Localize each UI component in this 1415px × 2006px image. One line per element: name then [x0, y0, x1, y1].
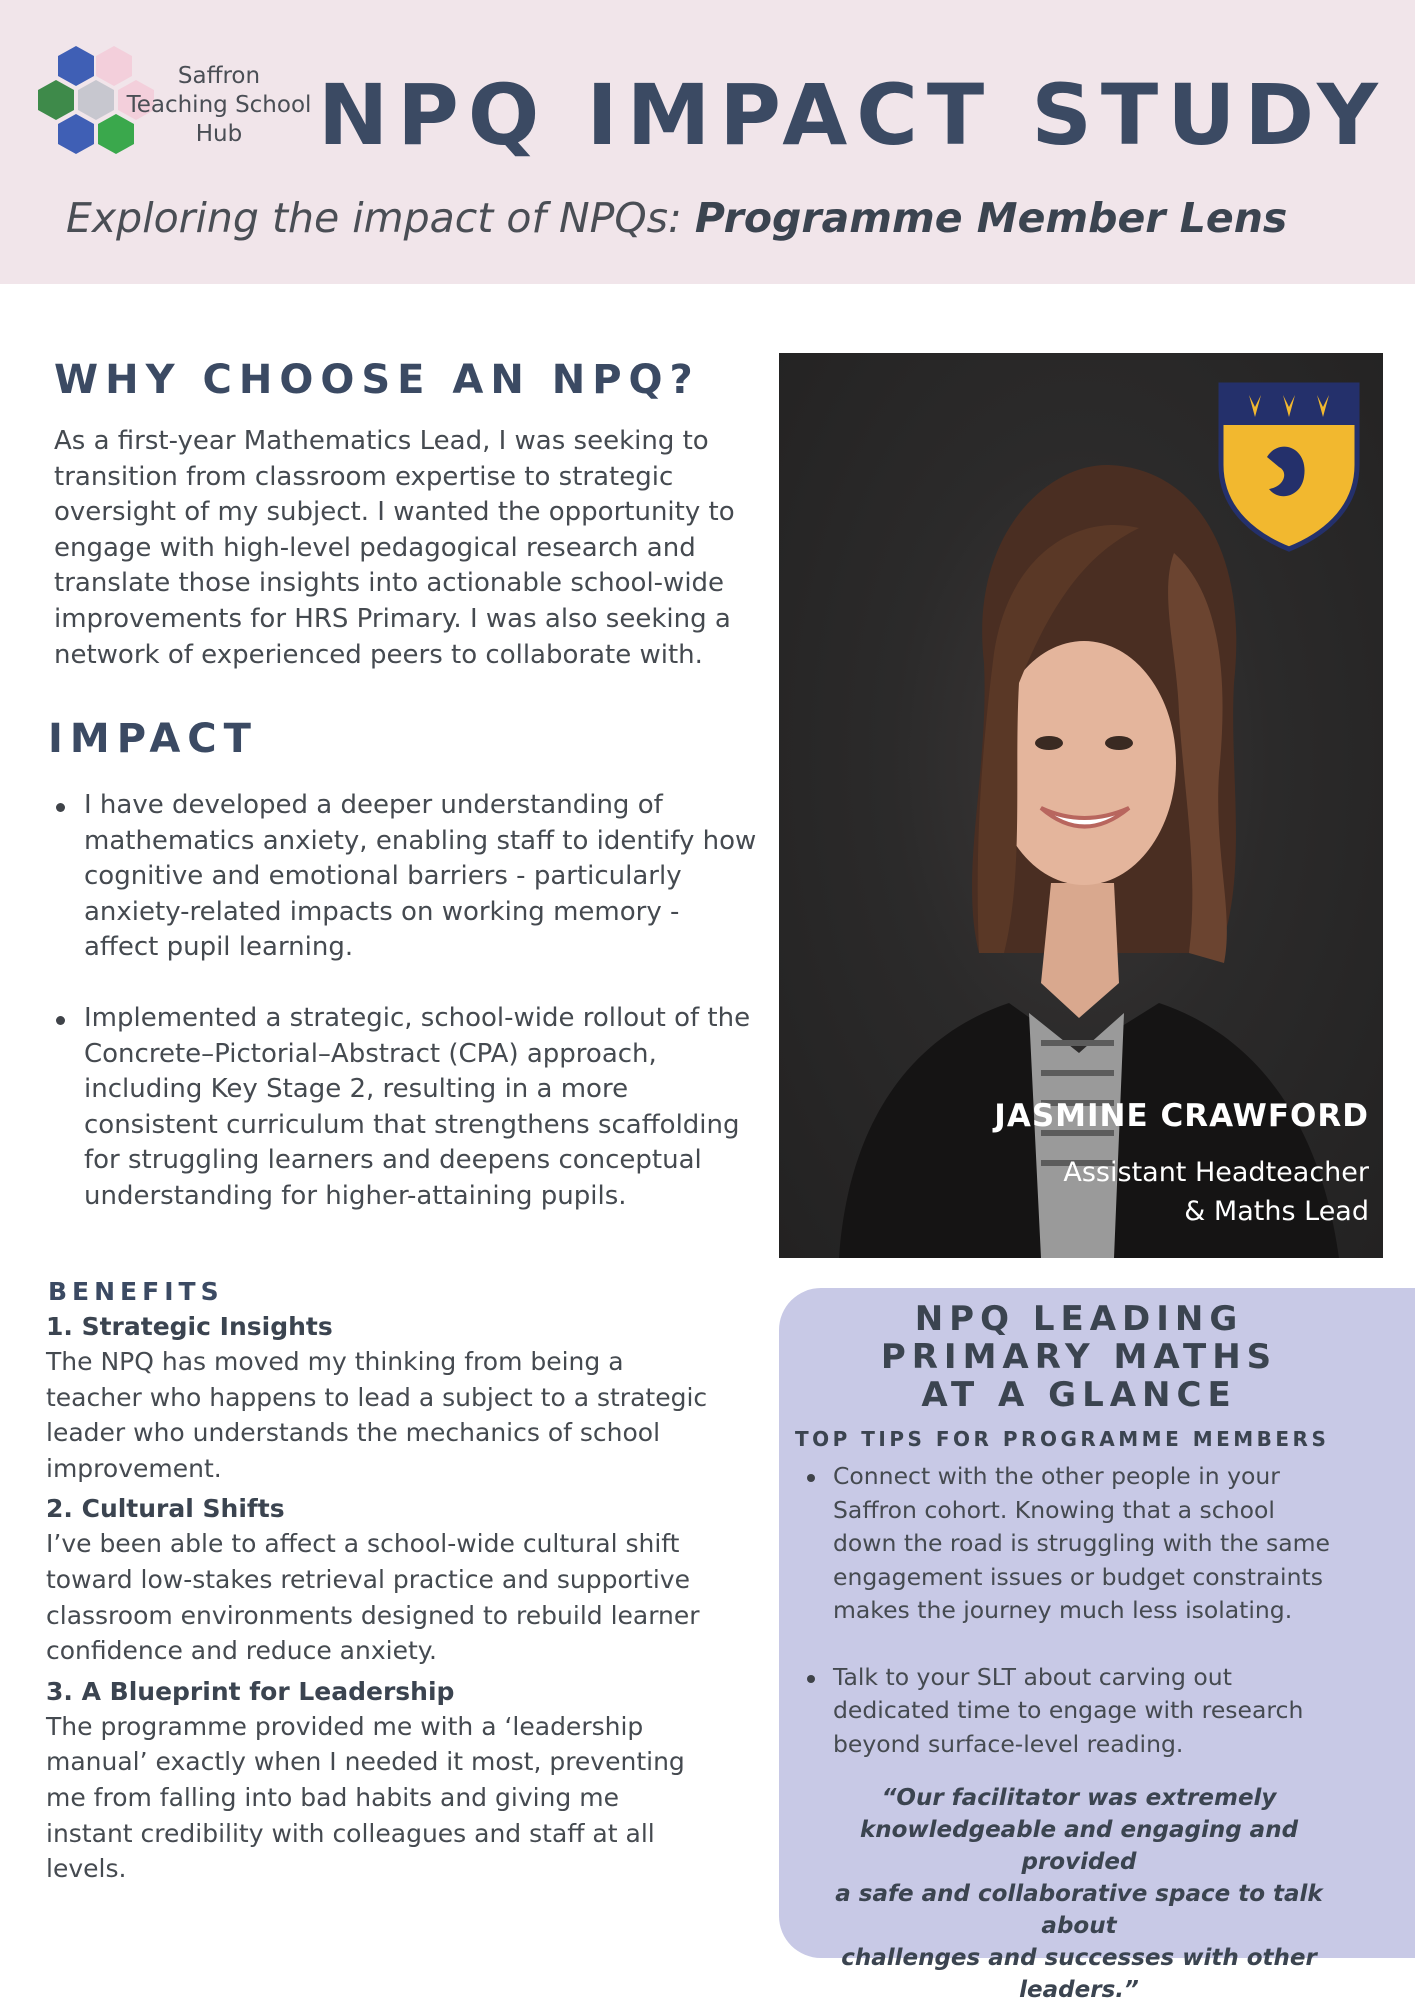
text-line: As a first-year Mathematics Lead, I was seeking to — [54, 426, 709, 456]
text-line: The NPQ has moved my thinking from being a — [46, 1347, 624, 1376]
glance-heading-line: PRIMARY MATHS — [880, 1337, 1278, 1377]
text-line: translate those insights into actionable school-wide — [54, 568, 725, 599]
tip-item — [803, 1460, 1373, 1628]
benefit-heading: 1. Strategic Insights — [46, 1312, 333, 1341]
text-line: down the road is struggling with the same — [833, 1529, 1331, 1557]
text-line: improvement. — [46, 1453, 222, 1483]
logo-line: Saffron — [177, 63, 261, 89]
text-line: confidence and reduce anxiety. — [46, 1636, 437, 1666]
quote-line: leaders.” — [1019, 1977, 1139, 2003]
text-line: Implemented a strategic, school-wide rollout of the — [84, 1002, 751, 1033]
text-line: beyond surface-level reading. — [833, 1729, 1184, 1758]
profile-photo — [779, 353, 1383, 1258]
text-line: oversight of my subject. I wanted the opportunity to — [54, 497, 735, 528]
text-line: me from falling into bad habits and giving me — [46, 1782, 619, 1812]
profile-name: JASMINE CRAWFORD — [994, 1098, 1369, 1134]
benefit-heading: 2. Cultural Shifts — [46, 1494, 285, 1524]
text-line: improvements for HRS Primary. I was also seeking a — [54, 603, 731, 634]
glance-heading — [779, 1300, 1379, 1414]
text-line: Concrete–Pictorial–Abstract (CPA) approach, — [84, 1038, 657, 1069]
text-line: classroom environments designed to rebuild learner — [46, 1600, 700, 1630]
quote-line: knowledgeable and engaging and provided — [859, 1817, 1299, 1875]
text-line: manual’ exactly when I needed it most, preventing — [46, 1747, 685, 1777]
header-banner — [0, 0, 1415, 284]
text-line: mathematics anxiety, enabling staff to identify how — [84, 825, 757, 856]
text-line: Connect with the other people in your — [833, 1462, 1280, 1490]
subtitle-emphasis: Programme Member Lens — [694, 194, 1288, 242]
text-line: toward low-stakes retrieval practice and supportive — [46, 1564, 690, 1594]
impact-list — [50, 788, 762, 1250]
text-line: teacher who happens to lead a subject to a strategic — [46, 1382, 708, 1412]
text-line: understanding for higher-attaining pupils. — [84, 1180, 627, 1211]
text-line: engage with high-level pedagogical research and — [54, 532, 696, 563]
benefits-list — [46, 1310, 758, 1893]
school-crest-icon — [1209, 377, 1369, 567]
text-line: dedicated time to engage with research — [833, 1696, 1304, 1724]
text-line: I’ve been able to affect a school-wide cultural shift — [46, 1529, 680, 1559]
quote-line: “Our facilitator was extremely — [881, 1785, 1277, 1811]
quote-line: a safe and collaborative space to talk about — [835, 1881, 1323, 1939]
impact-heading: IMPACT — [48, 716, 258, 762]
text-line: consistent curriculum that strengthens scaffolding — [84, 1109, 740, 1140]
text-line: anxiety-related impacts on working memory - — [84, 896, 680, 927]
text-line: makes the journey much less isolating. — [833, 1596, 1293, 1624]
tips-heading: TOP TIPS FOR PROGRAMME MEMBERS — [795, 1427, 1330, 1451]
text-line: for struggling learners and deepens conceptual — [84, 1145, 702, 1176]
text-line: Talk to your SLT about carving out — [833, 1662, 1232, 1691]
text-line: cognitive and emotional barriers - particularly — [84, 861, 682, 892]
logo-line: Teaching School — [126, 92, 312, 118]
impact-item — [50, 788, 762, 966]
subtitle-lead: Exploring the impact of NPQs: — [66, 194, 695, 242]
logo-wordmark — [124, 62, 314, 149]
text-line: I have developed a deeper understanding of — [84, 790, 663, 820]
benefit-body — [46, 1344, 758, 1486]
logo-line: Hub — [195, 121, 243, 147]
text-line: transition from classroom expertise to strategic — [54, 461, 674, 492]
glance-heading-line: NPQ LEADING — [914, 1299, 1244, 1339]
text-line: network of experienced peers to collaborate with. — [54, 639, 703, 670]
why-heading: WHY CHOOSE AN NPQ? — [54, 357, 700, 403]
role-line: & Maths Lead — [1184, 1196, 1369, 1227]
profile-role — [969, 1153, 1369, 1231]
text-line: Saffron cohort. Knowing that a school — [833, 1495, 1275, 1524]
at-a-glance-panel — [779, 1288, 1415, 2003]
why-paragraph — [54, 424, 754, 673]
benefits-heading: BENEFITS — [48, 1277, 224, 1306]
benefit-heading: 3. A Blueprint for Leadership — [46, 1676, 455, 1706]
text-line: The programme provided me with a ‘leadership — [46, 1711, 644, 1741]
page-title: NPQ IMPACT STUDY — [318, 66, 1387, 164]
tip-item — [803, 1661, 1373, 1762]
text-line: levels. — [46, 1854, 127, 1884]
role-line: Assistant Headteacher — [1063, 1157, 1369, 1188]
glance-heading-line: AT A GLANCE — [921, 1375, 1237, 1415]
page-subtitle — [66, 194, 1287, 242]
text-line: leader who understands the mechanics of school — [46, 1418, 661, 1448]
tips-list — [803, 1460, 1373, 1794]
text-line: engagement issues or budget constraints — [833, 1562, 1323, 1591]
benefit-body — [46, 1709, 758, 1887]
impact-item — [50, 1001, 762, 1215]
text-line: including Key Stage 2, resulting in a more — [84, 1074, 629, 1105]
text-line: instant credibility with colleagues and staff at all — [46, 1818, 655, 1848]
facilitator-quote — [799, 1782, 1359, 2006]
quote-line: challenges and successes with other — [841, 1945, 1317, 1971]
benefit-body — [46, 1526, 758, 1668]
text-line: affect pupil learning. — [84, 932, 354, 963]
